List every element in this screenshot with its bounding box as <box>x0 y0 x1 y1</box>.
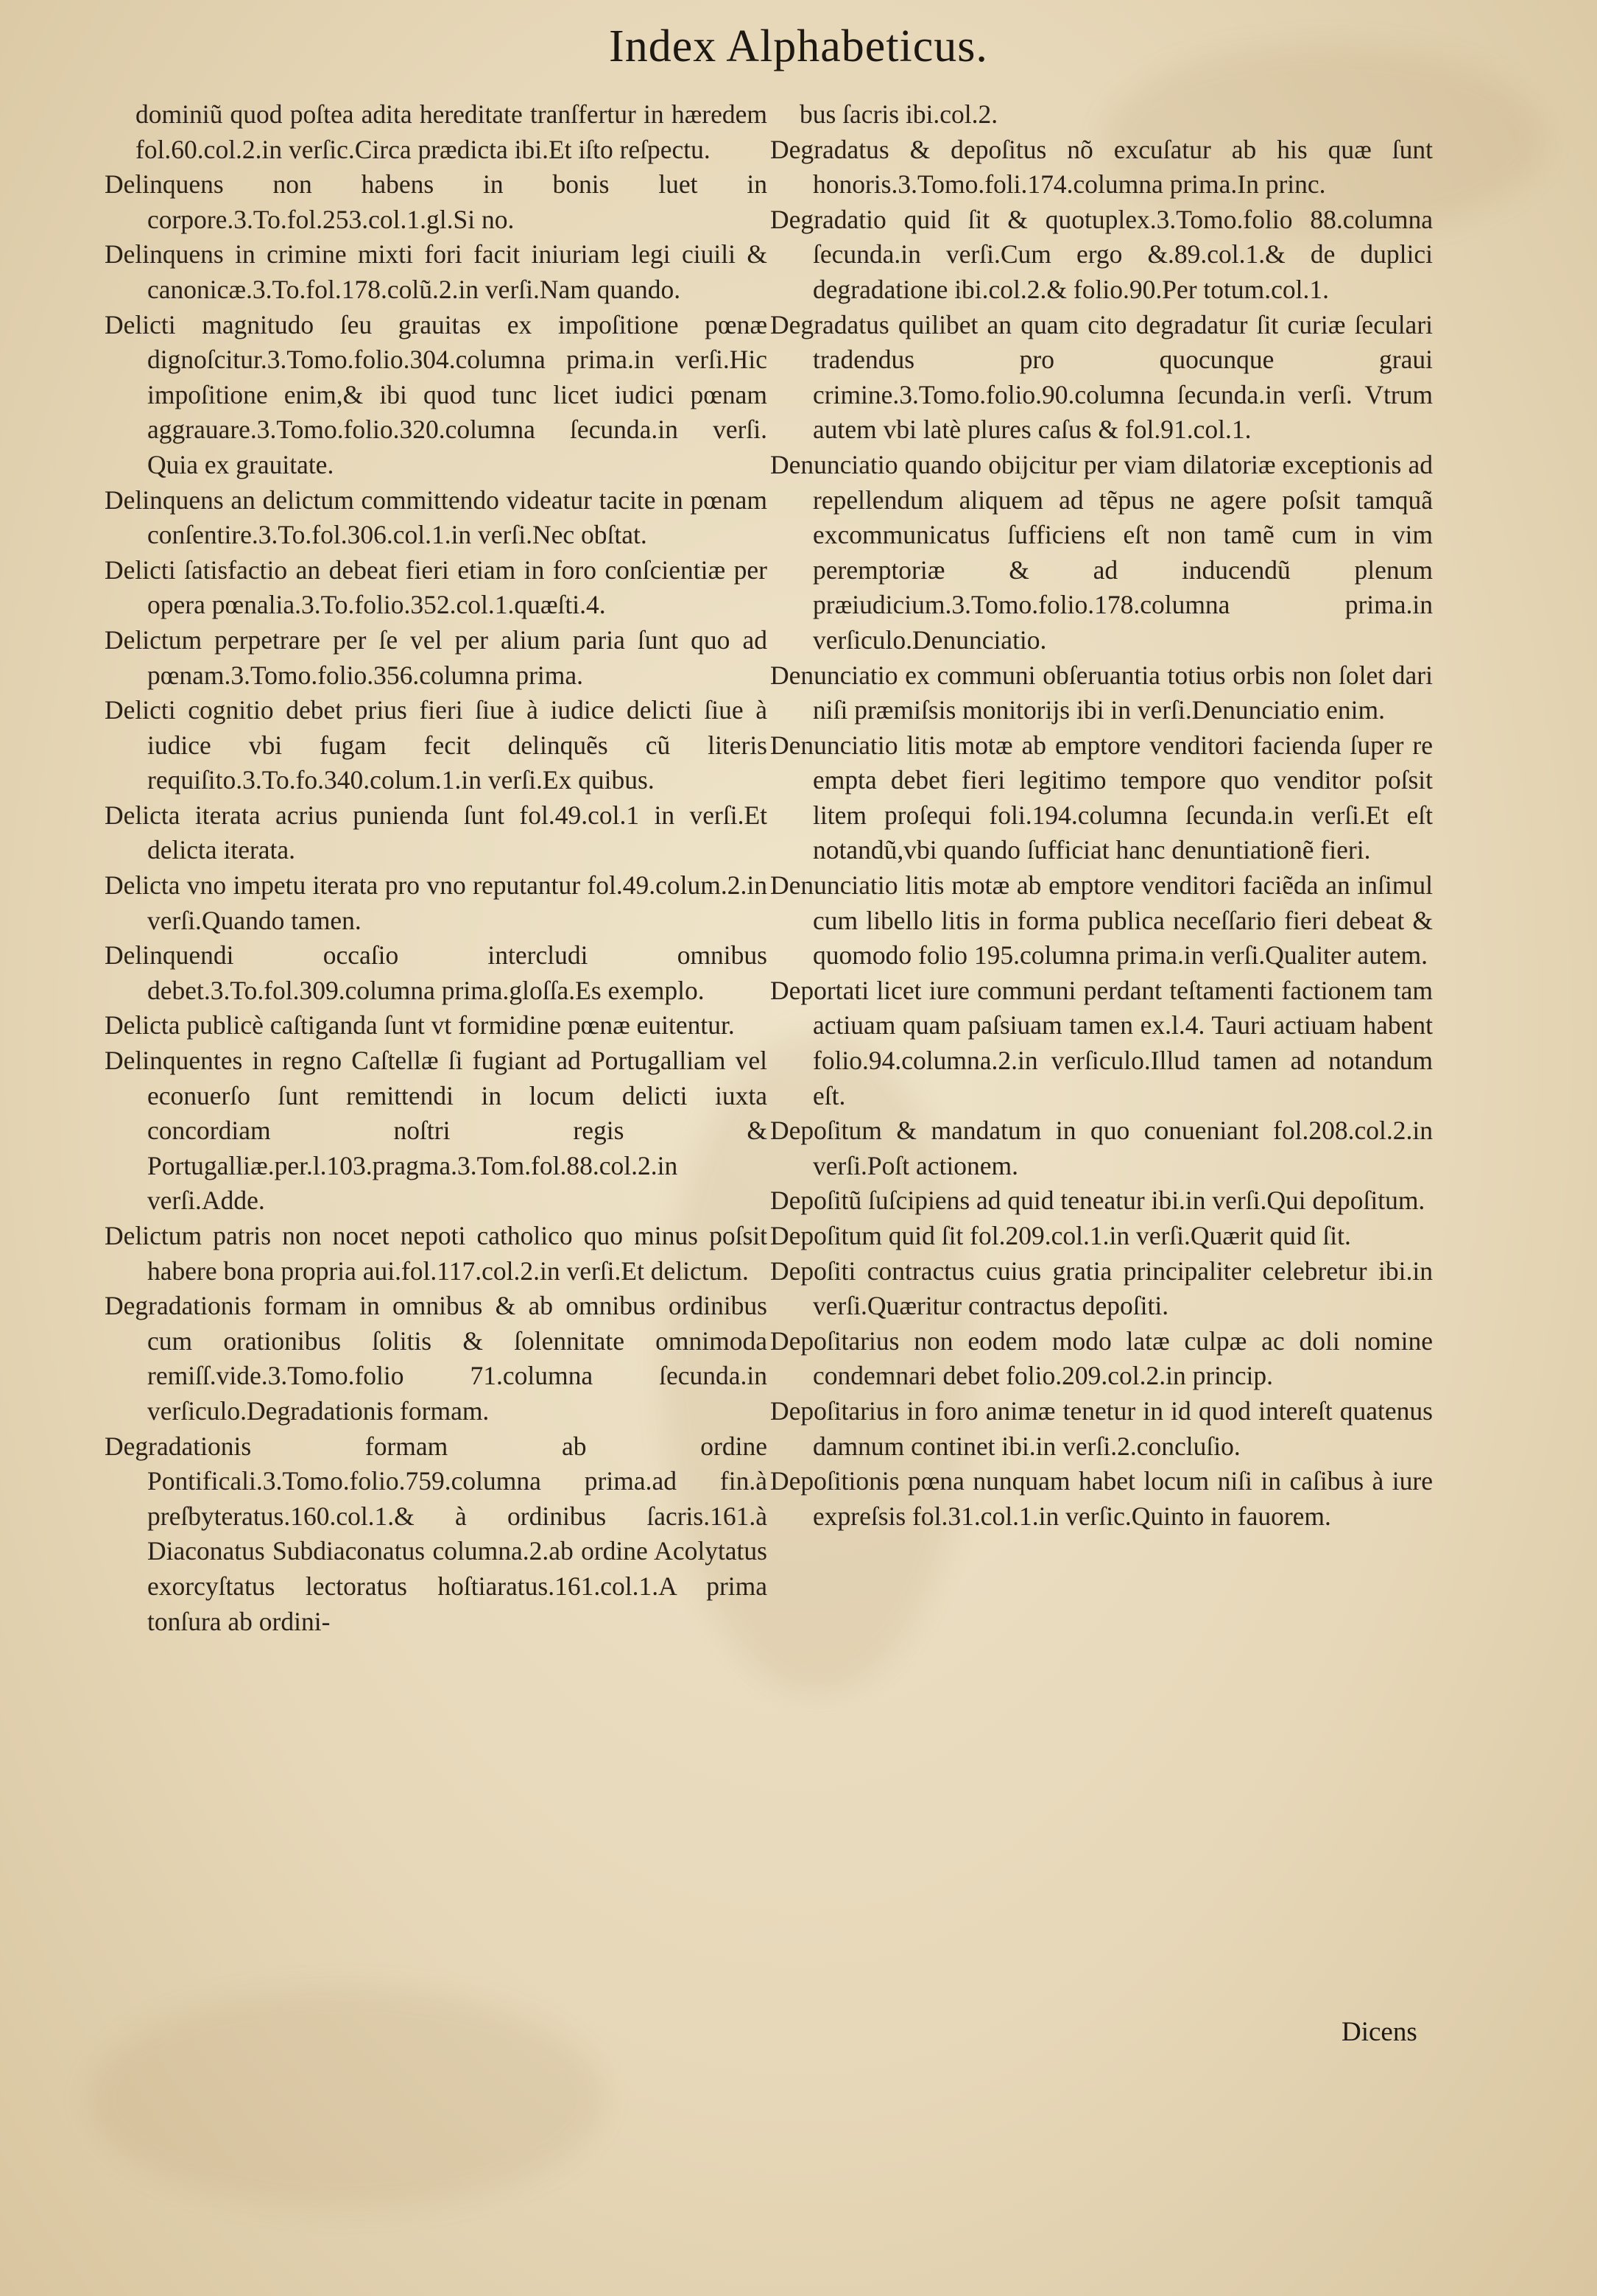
left-column <box>105 97 767 1639</box>
index-entry: Denunciatio ex communi obſeruantia totius orbis non ſolet dari niſi præmiſsis monitorijs ibi in verſi.Denunciatio enim. <box>770 660 1433 725</box>
page-header: Index Alphabeticus. <box>609 21 988 71</box>
index-entry: Delicti ſatisfactio an debeat fieri etiam in foro conſcientiæ per opera pœnalia.3.To.folio.352.col.1.quæſti.4. <box>105 554 767 620</box>
index-entry: Denunciatio quando obijcitur per viam dilatoriæ exceptionis ad repellendum aliquem ad tẽpus ne agere poſsit tamquã excommunicatus ſufficiens eſt non tamẽ cum in vim peremptoriæ & ad inducendũ plenum præiudicium.3.Tomo.folio.178.columna prima.in verſiculo.Denunciatio. <box>770 449 1433 655</box>
right-column <box>770 97 1433 1534</box>
index-entry: Delictum patris non nocet nepoti catholico quo minus poſsit habere bona propria aui.fol.117.col.2.in verſi.Et delictum. <box>105 1221 767 1286</box>
index-entry: Depoſiti contractus cuius gratia principaliter celebretur ibi.in verſi.Quæritur contractus depoſiti. <box>770 1256 1433 1321</box>
index-entry: Delinquens non habens in bonis luet in corpore.3.To.fol.253.col.1.gl.Si no. <box>105 169 767 234</box>
index-entry: Delinquendi occaſio intercludi omnibus debet.3.To.fol.309.columna prima.gloſſa.Es exemplo. <box>105 940 767 1005</box>
index-entry: Delictum perpetrare per ſe vel per alium paria ſunt quo ad pœnam.3.Tomo.folio.356.columna prima. <box>105 624 767 690</box>
index-entry: Degradatus quilibet an quam cito degradatur ſit curiæ ſeculari tradendus pro quocunque graui crimine.3.Tomo.folio.90.columna ſecunda.in verſi. Vtrum autem vbi latè plures caſus & fol.91.col.1. <box>770 309 1433 445</box>
index-entry: Deportati licet iure communi perdant teſtamenti factionem tam actiuam quam paſsiuam tamen ex.l.4. Tauri actiuam habent folio.94.columna.2.in verſiculo.Illud tamen ad notandum eſt. <box>770 975 1433 1110</box>
index-entry: dominiũ quod poſtea adita hereditate tranſfertur in hæredem fol.60.col.2.in verſic.Circa prædicta ibi.Et iſto reſpectu. <box>135 99 767 164</box>
index-entry: Delinquentes in regno Caſtellæ ſi fugiant ad Portugalliam vel econuerſo ſunt remittendi in locum delicti iuxta concordiam noſtri regis & Portugalliæ.per.l.103.pragma.3.Tom.fol.88.col.2.in verſi.Adde. <box>105 1046 767 1216</box>
index-entry: Depoſitarius in foro animæ tenetur in id quod intereſt quatenus damnum continet ibi.in verſi.2.concluſio. <box>770 1395 1433 1461</box>
index-entry: Depoſitum quid ſit fol.209.col.1.in verſi.Quærit quid ſit. <box>770 1221 1351 1250</box>
page-stain <box>88 1988 604 2209</box>
index-entry: Depoſitarius non eodem modo latæ culpæ ac doli nomine condemnari debet folio.209.col.2.in princip. <box>770 1325 1433 1391</box>
index-entry: Delicti magnitudo ſeu grauitas ex impoſitione pœnæ dignoſcitur.3.Tomo.folio.304.columna prima.in verſi.Hic impoſitione enim,& ibi quod tunc licet iudici pœnam aggrauare.3.Tomo.folio.320.columna ſecunda.in verſi. Quia ex grauitate. <box>105 309 767 479</box>
index-entry: Delicta publicè caſtiganda ſunt vt formidine pœnæ euitentur. <box>105 1010 735 1040</box>
index-entry: Degradatus & depoſitus nõ excuſatur ab his quæ ſunt honoris.3.Tomo.foli.174.columna prima.In princ. <box>770 134 1433 200</box>
index-entry: Depoſitũ ſuſcipiens ad quid teneatur ibi.in verſi.Qui depoſitum. <box>770 1186 1425 1216</box>
index-entry: Denunciatio litis motæ ab emptore venditori faciẽda an inſimul cum libello litis in forma publica neceſſario fieri debeat & quomodo folio 195.columna prima.in verſi.Qualiter autem. <box>770 870 1433 971</box>
index-entry: Degradationis formam ab ordine Pontificali.3.Tomo.folio.759.columna prima.ad fin.à preſbyteratus.160.col.1.& à ordinibus ſacris.161.à Diaconatus Subdiaconatus columna.2.ab ordine Acolytatus exorcyſtatus lectoratus hoſtiaratus.161.col.1.A prima tonſura ab ordini- <box>105 1431 767 1636</box>
index-entry: Degradationis formam in omnibus & ab omnibus ordinibus cum orationibus ſolitis & ſolennitate omnimoda remiſſ.vide.3.Tomo.folio 71.columna ſecunda.in verſiculo.Degradationis formam. <box>105 1291 767 1426</box>
index-entry: Denunciatio litis motæ ab emptore venditori facienda ſuper re empta debet fieri legitimo tempore quo venditor poſsit litem proſequi foli.194.columna ſecunda.in verſi.Et eſt notandũ,vbi quando ſufficiat hanc denuntiationẽ fieri. <box>770 730 1433 865</box>
index-entry: bus ſacris ibi.col.2. <box>800 99 998 129</box>
catchword: Dicens <box>1342 2017 1417 2047</box>
index-entry: Delinquens an delictum committendo videatur tacite in pœnam conſentire.3.To.fol.306.col.1.in verſi.Nec obſtat. <box>105 485 767 550</box>
index-entry: Delicta vno impetu iterata pro vno reputantur fol.49.colum.2.in verſi.Quando tamen. <box>105 870 767 935</box>
index-entry: Depoſitum & mandatum in quo conueniant fol.208.col.2.in verſi.Poſt actionem. <box>770 1116 1433 1180</box>
index-entry: Delicta iterata acrius punienda ſunt fol.49.col.1 in verſi.Et delicta iterata. <box>105 800 767 865</box>
index-entry: Delinquens in crimine mixti fori facit iniuriam legi ciuili & canonicæ.3.To.fol.178.colũ.2.in verſi.Nam quando. <box>105 239 767 304</box>
index-entry: Delicti cognitio debet prius fieri ſiue à iudice delicti ſiue à iudice vbi fugam fecit delinquẽs cũ literis requiſito.3.To.fo.340.colum.1.in verſi.Ex quibus. <box>105 695 767 795</box>
index-entry: Degradatio quid ſit & quotuplex.3.Tomo.folio 88.columna ſecunda.in verſi.Cum ergo &.89.col.1.& de duplici degradatione ibi.col.2.& folio.90.Per totum.col.1. <box>770 204 1433 304</box>
index-entry: Depoſitionis pœna nunquam habet locum niſi in caſibus à iure expreſsis fol.31.col.1.in verſic.Quinto in fauorem. <box>770 1466 1433 1531</box>
